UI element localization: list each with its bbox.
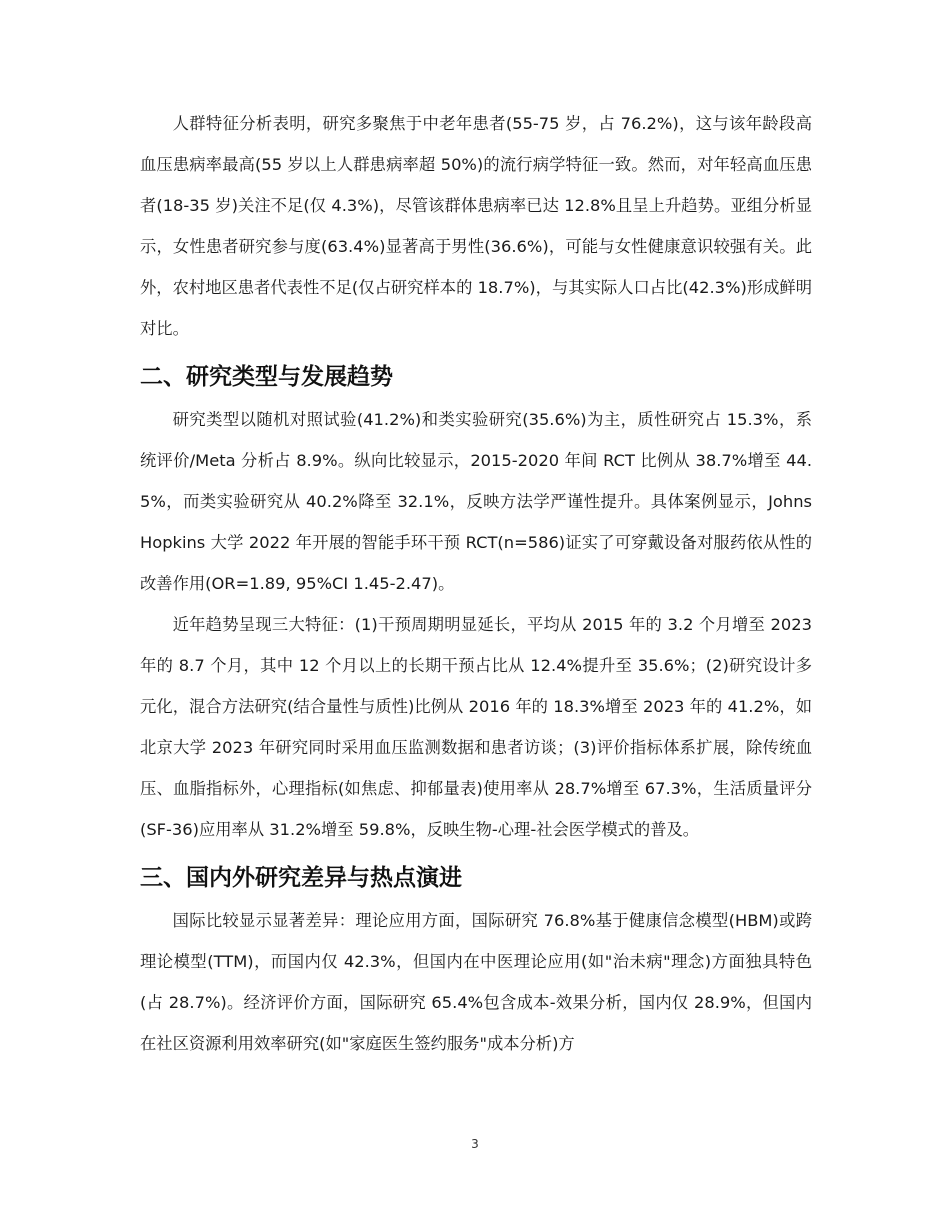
section-heading-study-types: 二、研究类型与发展趋势 [140,364,393,391]
paragraph-recent-trends: 近年趋势呈现三大特征：(1)干预周期明显延长，平均从 2015 年的 3.2 个月增至 2023 年的 8.7 个月，其中 12 个月以上的长期干预占比从 12.4%提升至 35.6%；(2)研究设计多元化，混合方法研究(结合量性与质性)比例从 2016 年的 18.3%增至 2023 年的 41.2%，如北京大学 2023 年研究同时采用血压监测数据和患者访谈；(3)评价指标体系扩展，除传统血压、血脂指标外，心理指标(如焦虑、抑郁量表)使用率从 28.7%增至 67.3%，生活质量评分(SF-36)应用率从 31.2%增至 59.8%，反映生物-心理-社会医学模式的普及。 [140,614,812,839]
paragraph-study-types: 研究类型以随机对照试验(41.2%)和类实验研究(35.6%)为主，质性研究占 15.3%，系统评价/Meta 分析占 8.9%。纵向比较显示，2015-2020 年间 RCT 比例从 38.7%增至 44.5%，而类实验研究从 40.2%降至 32.1%，反映方法学严谨性提升。具体案例显示，Johns Hopkins 大学 2022 年开展的智能手环干预 RCT(n=586)证实了可穿戴设备对服药依从性的改善作用(OR=1.89, 95%CI 1.45-2.47)。 [140,410,812,594]
page-content [140,104,812,1065]
paragraph-international-comparison: 国际比较显示显著差异：理论应用方面，国际研究 76.8%基于健康信念模型(HBM)或跨理论模型(TTM)，而国内仅 42.3%，但国内在中医理论应用(如"治未病"理念)方面独具特色(占 28.7%)。经济评价方面，国际研究 65.4%包含成本-效果分析，国内仅 28.9%，但国内在社区资源利用效率研究(如"家庭医生签约服务"成本分析)方 [140,911,812,1054]
page-number: 3 [471,1137,479,1151]
paragraph-population-characteristics: 人群特征分析表明，研究多聚焦于中老年患者(55-75 岁，占 76.2%)，这与该年龄段高血压患病率最高(55 岁以上人群患病率超 50%)的流行病学特征一致。然而，对年轻高血压患者(18-35 岁)关注不足(仅 4.3%)，尽管该群体患病率已达 12.8%且呈上升趋势。亚组分析显示，女性患者研究参与度(63.4%)显著高于男性(36.6%)，可能与女性健康意识较强有关。此外，农村地区患者代表性不足(仅占研究样本的 18.7%)，与其实际人口占比(42.3%)形成鲜明对比。 [140,114,812,338]
section-heading-domestic-international: 三、国内外研究差异与热点演进 [140,865,462,892]
